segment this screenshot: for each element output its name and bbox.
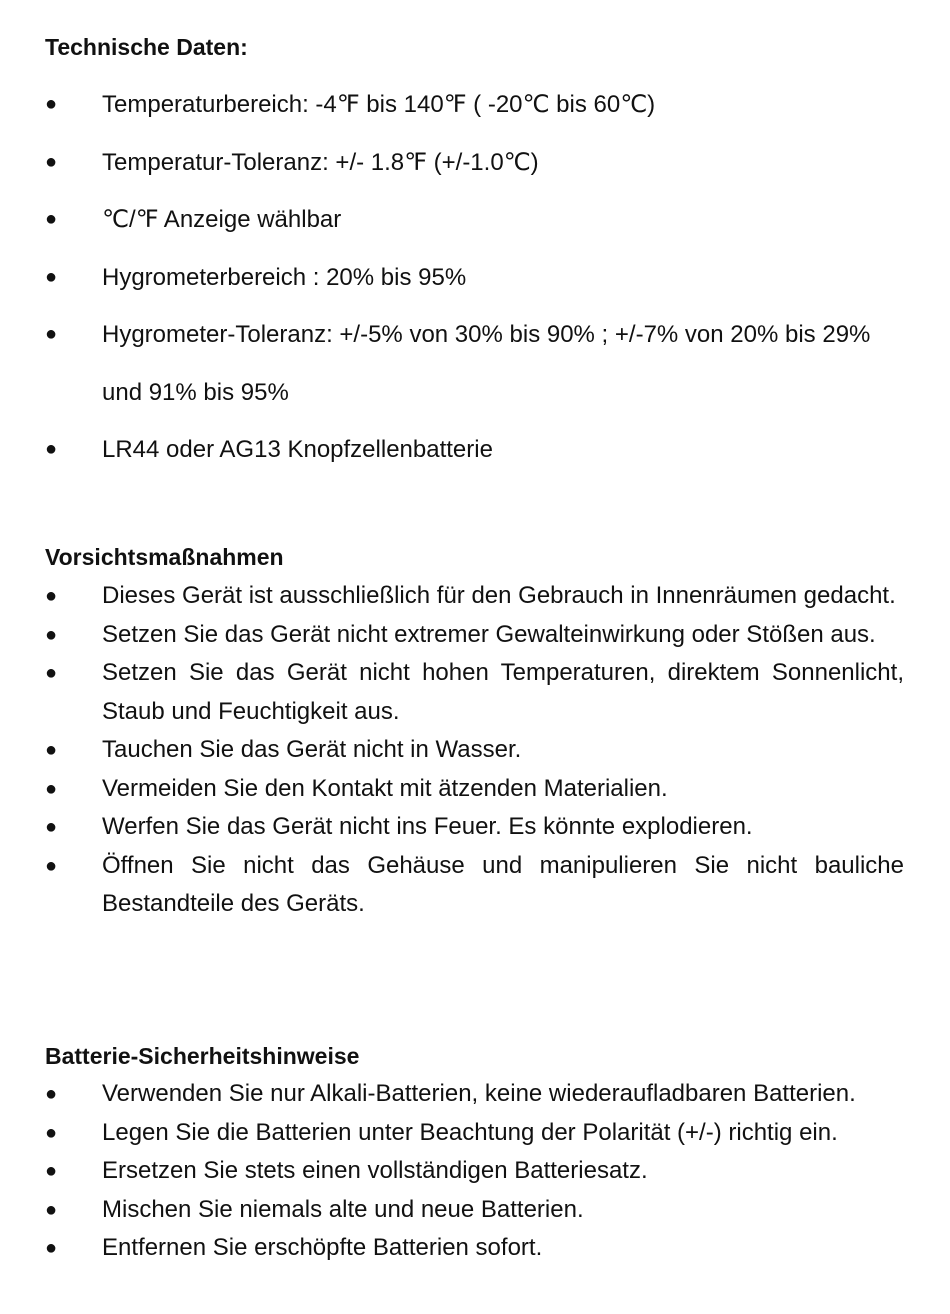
list-item: ● ℃/℉ Anzeige wählbar xyxy=(0,191,904,249)
list-item: ● Setzen Sie das Gerät nicht hohen Temperaturen, direktem Sonnenlicht, Staub und Feuchtigkeit aus. xyxy=(0,654,904,731)
bullet-icon: ● xyxy=(44,93,58,115)
bullet-icon: ● xyxy=(44,1237,58,1259)
list-item: ● Werfen Sie das Gerät nicht ins Feuer. Es könnte explodieren. xyxy=(0,808,904,847)
list-item: ● Dieses Gerät ist ausschließlich für den Gebrauch in Innenräumen gedacht. xyxy=(0,577,904,616)
precautions-heading: Vorsichtsmaßnahmen xyxy=(45,544,284,570)
bullet-icon: ● xyxy=(44,208,58,230)
list-item: ● Öffnen Sie nicht das Gehäuse und manipulieren Sie nicht bauliche Bestandteile des Geräts. xyxy=(0,847,904,924)
technical-data-heading: Technische Daten: xyxy=(45,34,248,60)
list-item: ● Entfernen Sie erschöpfte Batterien sofort. xyxy=(0,1229,904,1268)
bullet-icon: ● xyxy=(44,1160,58,1182)
bullet-icon: ● xyxy=(44,438,58,460)
bullet-icon: ● xyxy=(44,1198,58,1221)
bullet-icon: ● xyxy=(44,816,58,838)
list-item: ● Vermeiden Sie den Kontakt mit ätzenden Materialien. xyxy=(0,770,904,809)
list-item: ● Tauchen Sie das Gerät nicht in Wasser. xyxy=(0,731,904,770)
list-item: ● Verwenden Sie nur Alkali-Batterien, keine wiederaufladbaren Batterien. xyxy=(0,1075,904,1114)
list-item: ● Temperaturbereich: -4℉ bis 140℉ ( -20℃ bis 60℃) xyxy=(0,76,904,134)
list-item: ● Hygrometerbereich : 20% bis 95% xyxy=(0,249,904,307)
bullet-icon: ● xyxy=(44,323,58,345)
list-item: ● Mischen Sie niemals alte und neue Batterien. xyxy=(0,1191,904,1230)
bullet-icon: ● xyxy=(44,150,58,173)
bullet-icon: ● xyxy=(44,662,58,684)
list-item: ● LR44 oder AG13 Knopfzellenbatterie xyxy=(0,421,904,479)
bullet-icon: ● xyxy=(44,777,58,800)
list-item: ● Legen Sie die Batterien unter Beachtung der Polarität (+/-) richtig ein. xyxy=(0,1114,904,1153)
list-item: ● Ersetzen Sie stets einen vollständigen Batteriesatz. xyxy=(0,1152,904,1191)
precautions-list xyxy=(0,577,950,924)
bullet-icon: ● xyxy=(44,1083,58,1105)
battery-safety-heading: Batterie-Sicherheitshinweise xyxy=(45,1043,360,1069)
list-item: ● Temperatur-Toleranz: +/- 1.8℉ (+/-1.0℃) xyxy=(0,134,904,192)
battery-safety-list xyxy=(0,1075,950,1268)
technical-data-list xyxy=(0,76,950,479)
bullet-icon: ● xyxy=(44,739,58,761)
bullet-icon: ● xyxy=(44,1121,58,1144)
list-item: ● Setzen Sie das Gerät nicht extremer Gewalteinwirkung oder Stößen aus. xyxy=(0,616,904,655)
bullet-icon: ● xyxy=(44,623,58,646)
bullet-icon: ● xyxy=(44,265,58,288)
bullet-icon: ● xyxy=(44,854,58,877)
bullet-icon: ● xyxy=(44,585,58,607)
list-item: ● Hygrometer-Toleranz: +/-5% von 30% bis 90% ; +/-7% von 20% bis 29% und 91% bis 95% xyxy=(0,306,904,421)
